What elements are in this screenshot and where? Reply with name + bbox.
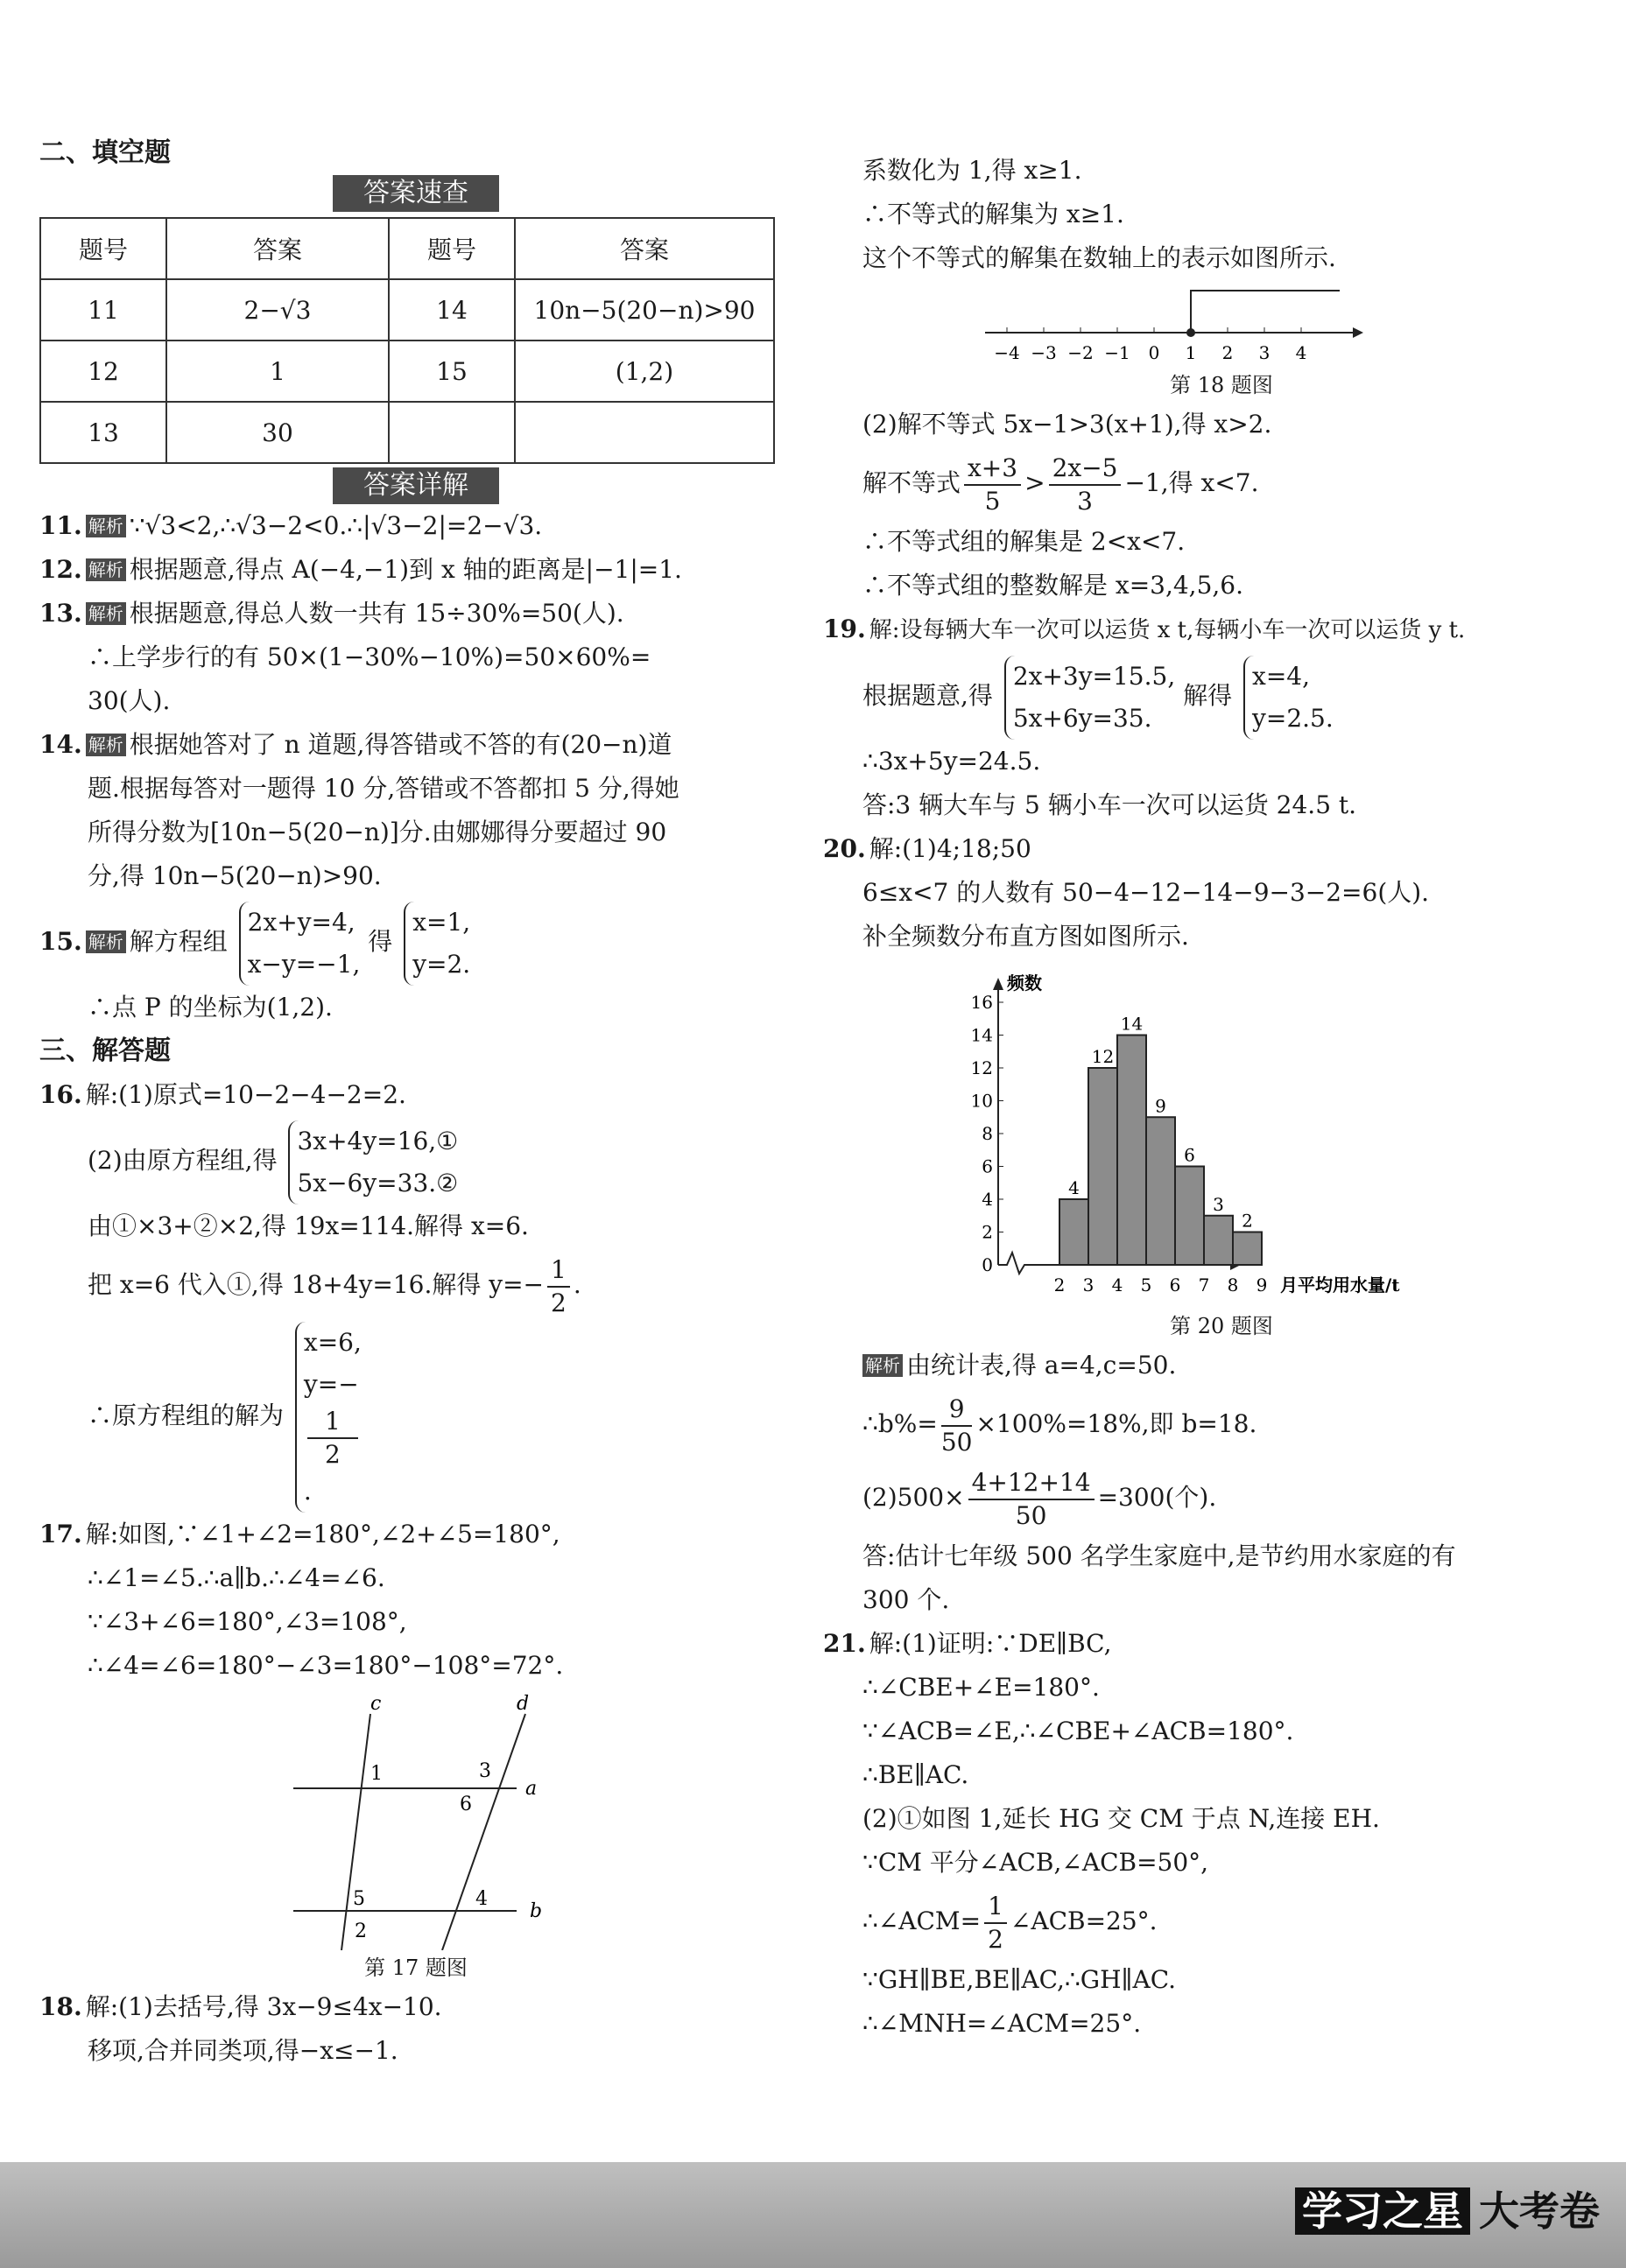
number-line <box>862 280 1580 368</box>
histogram-bar <box>1204 1216 1233 1265</box>
q16: 16. 解:(1)原式=10−2−4−2=2. <box>39 1080 406 1109</box>
q14: 14. 解析 根据她答对了 n 道题,得答错或不答的有(20−n)道 <box>39 730 672 759</box>
r-line24: (2)①如图 1,延长 HG 交 CM 于点 N,连接 EH. <box>862 1804 1380 1833</box>
caption-20: 第 20 题图 <box>1170 1314 1273 1338</box>
q16-line3: 由①×3+②×2,得 19x=114.解得 x=6. <box>88 1211 529 1240</box>
axis-tick-label: 1 <box>1185 342 1197 363</box>
y-tick-label: 16 <box>970 992 993 1013</box>
r-line5: 解不等式 $\frac{x+3}{5}$ > $\frac{2x-5}{3}$ −1,得 x<7. <box>862 453 1259 516</box>
r-line28: ∴∠MNH=∠ACM=25°. <box>862 2009 1142 2038</box>
histogram-chart <box>862 958 1580 1309</box>
q15: 15. 解析 解方程组 2x+y=4, x−y=−1, 得 x=1, y=2. <box>39 898 792 986</box>
r-line2: ∴不等式的解集为 x≥1. <box>862 200 1124 228</box>
q19: 19. 解:设每辆大车一次可以运货 x t,每辆小车一次可以运货 y t. <box>823 614 1466 643</box>
label-2: 2 <box>355 1920 367 1942</box>
q17-line3: ∵∠3+∠6=180°,∠3=108°, <box>88 1607 407 1636</box>
table-header-row: 题号 答案 题号 答案 <box>40 218 774 279</box>
left-column <box>39 131 792 2073</box>
q17: 17. 解:如图,∵∠1+∠2=180°,∠2+∠5=180°, <box>39 1520 560 1548</box>
x-tick-label: 4 <box>1111 1274 1123 1295</box>
bar-value-label: 4 <box>1068 1177 1080 1198</box>
right-column <box>823 149 1580 2046</box>
x-tick-label: 3 <box>1082 1274 1095 1295</box>
q13-line3: 30(人). <box>88 686 171 715</box>
figure-17-diagram <box>39 1688 792 1950</box>
bar-value-label: 12 <box>1091 1046 1115 1067</box>
q14-line3: 所得分数为[10n−5(20−n)]分.由娜娜得分要超过 90 <box>88 818 667 846</box>
histogram-bar <box>1117 1036 1146 1266</box>
label-d: d <box>517 1693 530 1715</box>
bar-value-label: 2 <box>1242 1210 1253 1232</box>
label-a: a <box>525 1778 538 1800</box>
y-tick-label: 12 <box>970 1057 993 1078</box>
r-line15: 解析 由统计表,得 a=4,c=50. <box>862 1344 1580 1387</box>
label-6: 6 <box>460 1794 472 1815</box>
y-tick-label: 0 <box>982 1254 993 1275</box>
section-fill-title: 二、填空题 <box>39 137 171 168</box>
label-5: 5 <box>353 1888 365 1910</box>
bar-value-label: 6 <box>1184 1144 1195 1166</box>
table-row: 11 2−√3 14 10n−5(20−n)>90 <box>40 279 774 341</box>
axis-tick-label: 3 <box>1258 342 1271 363</box>
r-line3: 这个不等式的解集在数轴上的表示如图所示. <box>862 243 1336 272</box>
axis-tick-label: 2 <box>1221 342 1234 363</box>
x-tick-label: 9 <box>1256 1274 1268 1295</box>
y-tick-label: 6 <box>982 1155 993 1177</box>
histogram-bar <box>1233 1232 1262 1266</box>
y-tick-label: 4 <box>982 1189 993 1210</box>
label-c: c <box>370 1693 382 1715</box>
figure-20 <box>862 958 1580 1309</box>
r-line10: ∴3x+5y=24.5. <box>862 747 1041 776</box>
r-line7: ∴不等式组的整数解是 x=3,4,5,6. <box>862 571 1244 600</box>
x-tick-label: 8 <box>1227 1274 1239 1295</box>
r-line23: ∴BE∥AC. <box>862 1760 969 1789</box>
x-tick-label: 7 <box>1198 1274 1210 1295</box>
q16-line5: ∴原方程组的解为 x=6, y=− 1 2 . <box>39 1322 792 1513</box>
axis-arrow <box>1353 327 1363 338</box>
x-tick-label: 5 <box>1140 1274 1152 1295</box>
r-line16: ∴b%= $\frac{9}{50}$ ×100%=18%,即 b=18. <box>862 1394 1257 1457</box>
y-tick-label: 8 <box>982 1123 993 1144</box>
histogram-bar <box>1175 1167 1204 1266</box>
q12: 12. 解析 根据题意,得点 A(−4,−1)到 x 轴的距离是|−1|=1. <box>39 555 682 584</box>
bar-value-label: 14 <box>1120 1013 1144 1035</box>
x-axis-label: 月平均用水量/t <box>1280 1274 1400 1295</box>
bar-value-label: 9 <box>1155 1095 1166 1117</box>
r-line1: 系数化为 1,得 x≥1. <box>862 156 1082 185</box>
brand-logo <box>1295 2180 1600 2237</box>
brand-title: 大考卷 <box>1479 2187 1600 2235</box>
q14-line2: 题.根据每答对一题得 10 分,答错或不答都扣 5 分,得她 <box>88 774 679 803</box>
axis-tick-label: −4 <box>994 342 1020 363</box>
r-line19: 300 个. <box>862 1585 950 1614</box>
q18: 18. 解:(1)去括号,得 3x−9≤4x−10. <box>39 1992 442 2021</box>
table-row: 13 30 <box>40 402 774 463</box>
r-line18: 答:估计七年级 500 名学生家庭中,是节约用水家庭的有 <box>862 1541 1456 1570</box>
r-line6: ∴不等式组的解集是 2<x<7. <box>862 527 1186 556</box>
q15-line2: ∴点 P 的坐标为(1,2). <box>88 993 333 1022</box>
label-3: 3 <box>479 1760 491 1782</box>
r-line22: ∵∠ACB=∠E,∴∠CBE+∠ACB=180°. <box>862 1717 1294 1745</box>
x-tick-label: 2 <box>1053 1274 1066 1295</box>
q13: 13. 解析 根据题意,得总人数一共有 15÷30%=50(人). <box>39 599 624 628</box>
q14-line4: 分,得 10n−5(20−n)>90. <box>88 861 382 890</box>
r-line17: (2)500× $\frac{4+12+14}{50}$ =300(个). <box>862 1467 1217 1530</box>
y-tick-label: 10 <box>970 1090 993 1112</box>
label-4: 4 <box>475 1888 488 1910</box>
axis-tick-label: 0 <box>1148 342 1160 363</box>
y-tick-label: 2 <box>982 1221 993 1243</box>
bar-value-label: 3 <box>1213 1193 1224 1215</box>
r-line27: ∵GH∥BE,BE∥AC,∴GH∥AC. <box>862 1965 1177 1994</box>
q13-line2: ∴上学步行的有 50×(1−30%−10%)=50×60%= <box>88 642 651 671</box>
section-solve-title: 三、解答题 <box>39 1036 171 1066</box>
axis-tick-label: 4 <box>1295 342 1307 363</box>
r-line14: 补全频数分布直方图如图所示. <box>862 922 1189 951</box>
axis-tick-label: −1 <box>1104 342 1130 363</box>
q11: 11. 解析 ∵√3<2,∴√3−2<0.∴|√3−2|=2−√3. <box>39 511 543 540</box>
label-1: 1 <box>370 1763 383 1785</box>
label-b: b <box>530 1900 543 1922</box>
r-line25: ∵CM 平分∠ACB,∠ACB=50°, <box>862 1848 1209 1877</box>
q20: 20. 解:(1)4;18;50 <box>823 834 1031 863</box>
figure-17 <box>39 1688 792 1950</box>
axis-tick-label: −2 <box>1067 342 1094 363</box>
quick-answer-band: 答案速查 <box>333 175 499 212</box>
detail-answer-band: 答案详解 <box>333 467 499 504</box>
answer-table <box>39 217 775 464</box>
histogram-bar <box>1146 1117 1175 1265</box>
q16-line4: 把 x=6 代入①,得 18+4y=16.解得 y=− $\frac{1}{2}$ . <box>88 1254 581 1317</box>
x-tick-label: 6 <box>1169 1274 1181 1295</box>
histogram-bar <box>1059 1199 1088 1265</box>
brand-mark: 学习之星 <box>1295 2187 1470 2235</box>
r-line26: ∴∠ACM= $\frac{1}{2}$ ∠ACB=25°. <box>862 1891 1158 1954</box>
r-line4: (2)解不等式 5x−1>3(x+1),得 x>2. <box>862 410 1272 439</box>
caption-18: 第 18 题图 <box>1170 373 1273 397</box>
solution-ray <box>1191 291 1340 333</box>
q18-line2: 移项,合并同类项,得−x≤−1. <box>88 2036 398 2065</box>
r-line13: 6≤x<7 的人数有 50−4−12−14−9−3−2=6(人). <box>862 878 1430 907</box>
table-row: 12 1 15 (1,2) <box>40 341 774 402</box>
q21: 21. 解:(1)证明:∵DE∥BC, <box>823 1629 1112 1658</box>
figure-18 <box>862 280 1580 368</box>
r-line21: ∴∠CBE+∠E=180°. <box>862 1673 1100 1702</box>
q16-line2: (2)由原方程组,得 3x+4y=16,① 5x−6y=33.② <box>39 1117 792 1204</box>
y-tick-label: 14 <box>970 1024 993 1046</box>
q17-line4: ∴∠4=∠6=180°−∠3=180°−108°=72°. <box>88 1651 564 1680</box>
r-line11: 答:3 辆大车与 5 辆小车一次可以运货 24.5 t. <box>862 790 1357 819</box>
y-axis-label: 频数 <box>1007 973 1042 994</box>
r-line9: 根据题意,得 2x+3y=15.5, 5x+6y=35. 解得 x=4, y=2.5. <box>862 652 1580 740</box>
axis-tick-label: −3 <box>1031 342 1057 363</box>
q17-line2: ∴∠1=∠5.∴a∥b.∴∠4=∠6. <box>88 1563 385 1592</box>
histogram-bar <box>1088 1068 1117 1265</box>
y-axis-arrow <box>993 978 1003 990</box>
caption-17: 第 17 题图 <box>364 1956 468 1980</box>
